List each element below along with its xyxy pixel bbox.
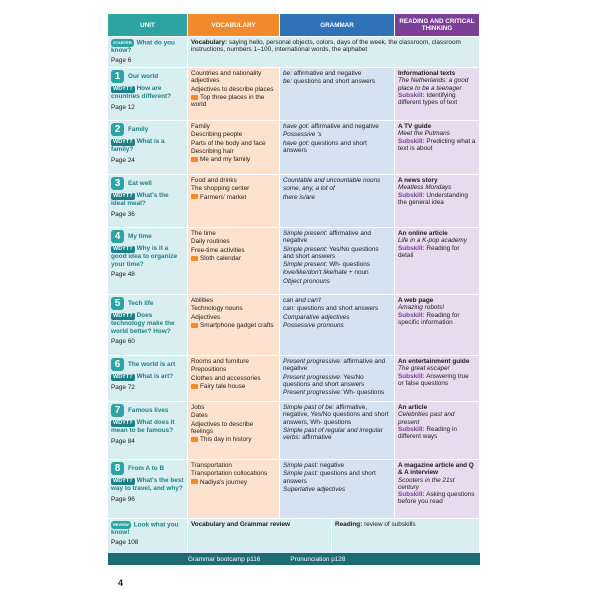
unit-row — [108, 174, 480, 227]
unit-title: From A to B — [128, 465, 165, 473]
header-vocabulary: VOCABULARY — [188, 14, 280, 36]
unit-cell — [108, 68, 188, 120]
vocab-cell — [188, 121, 280, 174]
starter-row — [108, 36, 480, 67]
unit-page: Page 96 — [111, 495, 135, 503]
grammar-text: questions and short answers — [283, 470, 376, 485]
grammar-key: there is/are — [283, 193, 315, 201]
video-icon — [191, 194, 198, 199]
grammar-item — [283, 305, 391, 312]
grammar-key: can: — [283, 305, 296, 313]
video-title: This day in history — [200, 436, 252, 444]
reading-cell — [395, 68, 480, 120]
video-icon — [191, 323, 198, 328]
subskill-text: Answering true or false questions — [398, 372, 469, 387]
wdyt-badge: WDYT? — [113, 86, 133, 92]
grammar-key: Simple present: — [283, 245, 328, 253]
unit-cell — [108, 121, 188, 174]
grammar-text: Wh- questions — [329, 261, 371, 269]
grammar-key: Comparative adjectives — [283, 313, 350, 321]
grammar-item — [283, 314, 391, 321]
subskill-label: Subskill: — [398, 425, 425, 433]
video-icon — [191, 479, 198, 484]
unit-cell — [108, 228, 188, 294]
reading-text: Celebrities past and present — [398, 411, 455, 426]
reading-title: An article — [398, 404, 428, 411]
vocab-item: Describing hair — [191, 147, 234, 155]
subskill-label: Subskill: — [398, 491, 425, 499]
grammar-item — [283, 358, 391, 373]
reading-title: A news story — [398, 177, 438, 184]
grammar-text: Yes/No questions and short answers — [283, 245, 379, 260]
reading-cell — [395, 356, 480, 401]
grammar-item — [283, 78, 391, 85]
contents-table — [108, 14, 480, 565]
unit-cell — [108, 402, 188, 459]
grammar-text: questions and short answers — [293, 78, 376, 86]
reading-title: A TV guide — [398, 123, 432, 130]
grammar-key: Possessive 's — [283, 131, 322, 139]
grammar-key: Simple present: — [283, 230, 328, 237]
video-item[interactable] — [191, 436, 276, 443]
unit-row — [108, 355, 480, 401]
wdyt-badge: WDYT? — [113, 193, 133, 199]
starter-title: What do you know? — [111, 39, 175, 54]
unit-question: How are countries different? — [111, 85, 172, 101]
unit-number: 3 — [111, 177, 124, 190]
reading-cell — [395, 402, 480, 459]
header-grammar: GRAMMAR — [280, 14, 395, 36]
grammar-key: Simple present: — [283, 261, 328, 269]
starter-vocab-text: saying hello, personal objects, colors, days of the week, the classroom, classroom instructions, numbers 1–100, international words, the alphabet — [191, 39, 461, 54]
wdyt-badge: WDYT? — [113, 374, 133, 380]
unit-row — [108, 294, 480, 355]
grammar-key: be: — [283, 70, 292, 77]
unit-row — [108, 401, 480, 459]
vocab-cell — [188, 356, 280, 401]
unit-question: Why is it a good idea to organize your time? — [111, 245, 178, 268]
vocab-item: The shopping center — [191, 185, 250, 193]
vocab-cell — [188, 460, 280, 518]
grammar-key: can and can't — [283, 297, 321, 304]
grammar-cell — [280, 295, 395, 355]
unit-title: Eat well — [128, 180, 152, 188]
grammar-key: Superlative adjectives — [283, 485, 346, 493]
grammar-key: Countable and uncountable nouns — [283, 177, 381, 184]
grammar-item — [283, 123, 391, 130]
unit-page: Page 84 — [111, 437, 135, 445]
video-title: Smartphone gadget crafts — [200, 321, 274, 329]
starter-vocab-cell — [188, 37, 480, 67]
grammar-text: affirmative and negative — [311, 123, 379, 130]
grammar-text: affirmative — [302, 434, 332, 442]
grammar-item — [283, 427, 391, 442]
page-number: 4 — [118, 578, 124, 588]
grammar-cell — [280, 228, 395, 294]
vocab-item: Adjectives to describe places — [191, 85, 274, 93]
grammar-item — [283, 261, 391, 268]
grammar-item — [283, 269, 391, 276]
video-item[interactable] — [191, 194, 276, 201]
grammar-item — [283, 462, 391, 469]
starter-badge: STARTER — [113, 40, 132, 45]
vocab-cell — [188, 402, 280, 459]
video-title: Top three places in the world — [191, 93, 265, 109]
wdyt-badge: WDYT? — [113, 246, 133, 252]
units-container — [108, 67, 480, 518]
vocab-item: Transportation collocations — [191, 470, 268, 478]
reading-cell — [395, 121, 480, 174]
unit-cell — [108, 356, 188, 401]
subskill-text: Identifying different types of text — [398, 91, 458, 107]
grammar-item — [283, 470, 391, 485]
wdyt-badge: WDYT? — [113, 420, 133, 426]
grammar-item — [283, 374, 391, 389]
grammar-item — [283, 70, 391, 77]
unit-title: My time — [128, 233, 152, 241]
review-title: Look what you know! — [111, 521, 179, 536]
grammar-text: negative — [319, 462, 345, 469]
subskill-label: Subskill: — [398, 244, 425, 252]
grammar-text: Wh- questions — [343, 389, 385, 397]
footer-bar — [108, 553, 480, 565]
unit-page: Page 60 — [111, 337, 135, 345]
grammar-item — [283, 177, 391, 184]
vocab-item: Food and drinks — [191, 177, 237, 184]
grammar-text: + noun — [348, 269, 369, 277]
vocab-item: Abilities — [191, 297, 214, 304]
grammar-key: Simple past of be: — [283, 404, 335, 411]
grammar-item — [283, 246, 391, 261]
grammar-key: love/like/don't like/hate — [283, 269, 348, 277]
unit-question: What is art? — [136, 373, 174, 380]
unit-question: What does it mean to be famous? — [111, 419, 175, 435]
grammar-text: affirmative and negative — [283, 358, 386, 373]
subskill-label: Subskill: — [398, 91, 425, 99]
grammar-key: have got: — [283, 139, 310, 147]
review-page: Page 108 — [111, 539, 139, 547]
review-reading-label: Reading: — [335, 521, 363, 528]
unit-cell — [108, 460, 188, 518]
video-title: Fairy tale house — [200, 382, 246, 390]
reading-text: Scooters in the 21st century — [398, 476, 455, 491]
grammar-item — [283, 278, 391, 285]
unit-question: Does technology make the world better? How? — [111, 312, 175, 335]
grammar-item — [283, 140, 391, 155]
grammar-key: Simple past: — [283, 470, 319, 478]
reading-text: The great escape! — [398, 365, 450, 373]
grammar-cell — [280, 121, 395, 174]
video-item[interactable] — [191, 383, 276, 390]
reading-text: Amazing robots! — [398, 304, 445, 312]
vocab-item: Transportation — [191, 462, 232, 469]
vocab-item: Describing people — [191, 131, 243, 139]
review-reading-cell — [332, 519, 480, 553]
unit-cell — [108, 175, 188, 227]
grammar-item — [283, 185, 391, 192]
grammar-key: Present progressive: — [283, 358, 342, 365]
reading-title: An entertainment guide — [398, 358, 470, 365]
grammar-cell — [280, 402, 395, 459]
vocab-item: Adjectives to describe feelings — [191, 420, 254, 435]
grammar-text: Yes/No questions and short answers — [283, 373, 365, 388]
unit-row — [108, 227, 480, 294]
reading-title: A magazine article and Q & A interview — [398, 462, 474, 477]
video-icon — [191, 95, 198, 100]
grammar-item — [283, 230, 391, 245]
vocab-cell — [188, 175, 280, 227]
grammar-key: Simple past of regular and irregular verbs: — [283, 426, 383, 442]
video-title: Sloth calendar — [200, 254, 241, 262]
subskill-text: Reading in different ways — [398, 425, 457, 441]
reading-cell — [395, 460, 480, 518]
starter-vocab-label: Vocabulary: — [191, 39, 228, 46]
grammar-item — [283, 322, 391, 329]
grammar-text: affirmative, negative, Yes/No questions and short answers, Wh- questions — [283, 404, 389, 426]
grammar-key: be: — [283, 78, 292, 86]
unit-row — [108, 459, 480, 518]
grammar-text: questions and short answers — [283, 139, 367, 154]
reading-title: Informational texts — [398, 70, 456, 77]
grammar-text: questions and short answers — [296, 305, 379, 313]
unit-page: Page 48 — [111, 270, 135, 278]
reading-text: The Netherlands: a good place to be a teenager — [398, 77, 469, 92]
vocab-cell — [188, 68, 280, 120]
review-reading-text: review of subskills — [364, 521, 416, 528]
subskill-label: Subskill: — [398, 372, 425, 380]
vocab-cell — [188, 228, 280, 294]
unit-number: 1 — [111, 70, 124, 83]
grammar-cell — [280, 175, 395, 227]
vocab-item: Prepositions — [191, 366, 227, 374]
reading-text: Life in a K-pop academy — [398, 237, 467, 245]
subskill-text: Reading for specific information — [398, 311, 460, 326]
unit-title: Our world — [128, 73, 159, 81]
subskill-text: Reading for detail — [398, 244, 460, 259]
grammar-item — [283, 194, 391, 201]
vocab-item: Countries and nationality adjectives — [191, 70, 262, 85]
reading-text: Meatless Mondays — [398, 184, 452, 192]
vocab-item: Clothes and accessories — [191, 374, 261, 382]
video-item[interactable] — [191, 322, 276, 329]
unit-number: 4 — [111, 230, 124, 243]
reading-title: An online article — [398, 230, 448, 237]
review-vocab-text: Vocabulary and Grammar review — [191, 521, 290, 528]
header-unit: UNIT — [108, 14, 188, 36]
subskill-label: Subskill: — [398, 191, 425, 199]
unit-title: The world is art — [128, 361, 176, 369]
vocab-cell — [188, 295, 280, 355]
grammar-item — [283, 297, 391, 304]
unit-title: Famous lives — [128, 407, 169, 415]
starter-page: Page 6 — [111, 57, 132, 65]
grammar-key: Possessive pronouns — [283, 321, 344, 329]
unit-question: What's the best way to travel, and why? — [111, 477, 184, 493]
unit-number: 2 — [111, 123, 124, 136]
grammar-key: Present progressive: — [283, 389, 342, 397]
grammar-cell — [280, 356, 395, 401]
review-unit-cell — [108, 519, 188, 553]
grammar-cell — [280, 68, 395, 120]
video-item[interactable] — [191, 156, 276, 163]
grammar-item — [283, 486, 391, 493]
unit-question: What's the ideal meal? — [111, 192, 169, 208]
unit-question: What is a family? — [111, 138, 165, 154]
vocab-item: Dates — [191, 412, 208, 420]
video-item[interactable] — [191, 255, 276, 262]
subskill-text: Asking questions before you read — [398, 491, 475, 506]
unit-title: Tech life — [128, 300, 154, 308]
reading-cell — [395, 295, 480, 355]
unit-row — [108, 120, 480, 174]
vocab-item: Free-time activities — [191, 246, 245, 254]
grammar-key: have got: — [283, 123, 310, 130]
subskill-label: Subskill: — [398, 311, 425, 319]
unit-page: Page 36 — [111, 210, 135, 218]
reading-cell — [395, 175, 480, 227]
grammar-key: Simple past: — [283, 462, 319, 469]
unit-page: Page 72 — [111, 384, 135, 392]
reading-text: Meet the Putmans — [398, 130, 450, 138]
grammar-item — [283, 389, 391, 396]
grammar-item — [283, 131, 391, 138]
vocab-item: Technology nouns — [191, 305, 243, 313]
subskill-label: Subskill: — [398, 137, 425, 145]
grammar-cell — [280, 460, 395, 518]
video-icon — [191, 384, 198, 389]
vocab-item: Daily routines — [191, 238, 230, 246]
table-header — [108, 14, 480, 36]
subskill-text: Predicting what a text is about — [398, 137, 476, 152]
unit-page: Page 24 — [111, 156, 135, 164]
video-item[interactable] — [191, 479, 276, 486]
grammar-item — [283, 404, 391, 426]
pronunciation-link[interactable]: Pronunciation p128 — [290, 555, 346, 563]
wdyt-badge: WDYT? — [113, 139, 133, 145]
grammar-text: affirmative and negative — [293, 70, 362, 77]
unit-page: Page 12 — [111, 103, 135, 111]
unit-number: 5 — [111, 297, 124, 310]
unit-number: 7 — [111, 404, 124, 417]
unit-number: 6 — [111, 358, 124, 371]
video-title: Me and my family — [200, 156, 251, 164]
grammar-key: Present progressive: — [283, 373, 342, 381]
unit-row — [108, 67, 480, 120]
subskill-text: Understanding the general idea — [398, 191, 468, 206]
unit-title: Family — [128, 126, 149, 134]
vocab-item: Parts of the body and face — [191, 139, 266, 147]
vocab-item: Rooms and furniture — [191, 358, 249, 365]
vocab-item: Jobs — [191, 404, 205, 411]
wdyt-badge: WDYT? — [113, 478, 133, 484]
grammar-key: some, any, a lot of — [283, 185, 335, 193]
reading-title: A web page — [398, 297, 434, 304]
starter-unit-cell — [108, 37, 188, 67]
grammar-text: affirmative and negative — [283, 230, 371, 245]
review-row — [108, 518, 480, 553]
vocab-item: Adjectives — [191, 313, 221, 321]
unit-cell — [108, 295, 188, 355]
grammar-bootcamp-link[interactable]: Grammar bootcamp p116 — [188, 555, 261, 563]
video-title: Farmers' market — [200, 193, 247, 201]
video-icon — [191, 157, 198, 162]
vocab-item: The time — [191, 230, 216, 237]
unit-number: 8 — [111, 462, 124, 475]
video-icon — [191, 256, 198, 261]
vocab-item: Family — [191, 123, 210, 130]
review-badge: REVIEW — [113, 522, 129, 527]
wdyt-badge: WDYT? — [113, 313, 133, 319]
review-vocab-cell — [188, 519, 332, 553]
header-reading: READING AND CRITICAL THINKING — [395, 14, 480, 36]
reading-cell — [395, 228, 480, 294]
video-item[interactable] — [191, 94, 276, 109]
video-icon — [191, 437, 198, 442]
grammar-key: Object pronouns — [283, 277, 330, 285]
video-title: Nadiya's journey — [200, 478, 248, 486]
